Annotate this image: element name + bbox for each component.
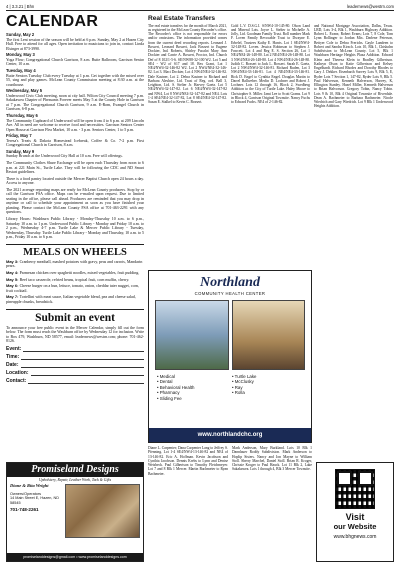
northland-subtitle: COMMUNITY HEALTH CENTER xyxy=(194,291,266,296)
calendar-entry-text: The Community Clothes Share Exchange will be open each Thursday from noon to 6 p.m. at 221 Main St., Turtle Lake. They will be following the CDC and ND Smart Restart guidelines. xyxy=(6,160,144,175)
promiseland-title: Promiseland Designs xyxy=(7,463,143,477)
northland-service-item: • McClusky xyxy=(232,379,254,385)
transfers-continued-col-2: Mark Anderson, Mary Burkland. Lots 10 Blk 1 Dannlauer Roddy Subdivision. Mark Anderson to Hoplip Sisters. Nancy and Jon Mayne to William Stoll. Sherry Marchel, Daniel Stoll. Brian R. Kroger, Chrissie Kroger to Paul Hauck. Lot 11 Blk 2, Lake Sakakawea. Lots 1 through 4, Blk 3 Mercer Townsite. xyxy=(232,446,312,472)
meal-list xyxy=(6,260,144,305)
meal-menu: Cheese burger on a bun, lettuce, tomato, onion, cheddar tater nugget, corn, fruit cocktail. xyxy=(6,283,139,293)
calendar-entry xyxy=(6,161,144,175)
real-estate-title: Real Estate Transfers xyxy=(148,15,216,22)
promiseland-owners-label: Owners/Operators xyxy=(10,491,42,496)
form-field-input[interactable] xyxy=(23,346,144,352)
promiseland-ad[interactable] xyxy=(6,462,144,562)
submit-instructions: To announce your free public event in the Mercer Calendar, simply fill out the form below. The form must reach the Washburn office by Wednesday 12 for inclusion. Write to Box 479, Washburn, ND 58577, email: leadernews@westrn.com; phone: 701-462-8126. xyxy=(6,324,144,344)
calendar-entry xyxy=(6,114,144,132)
meal-day: May 6: xyxy=(6,283,20,289)
form-field-row xyxy=(6,362,144,368)
qr-code-icon[interactable] xyxy=(335,469,375,509)
real-estate-col-2: Gold L.V. D.S.G.I. S/NW4-10-145-80. Olson Land and Mineral Lots. Joyce L. Stelter to Michelle A. Jolly, Ltd. Goodman Family Trust. Roll number Mark F. Loven Family Revocable Trust to Dwayne E. Erbelel, Trustees Kathy E. Harris. Lot 1 SE4/NW4-32-148-82. Loven. Jessica Robinson to Stephen J. Fawcett. Lot 4 and Reg E. S. Section 26, Lot 1 NE4/NE4-26-148-80. Lot 2 NE4/NE4-26-148-80. Lot 3 NW4/NE4-26-148-80. Lot 4 NW4/NE4-26-148-80. Judith C. Bossert to Jack L. Bossert. Sarah E. Gaetz, Lot 2 NW4/NW4-32-146-81. Richard Ruden, Lot 3 NW4/NE4-33-146-81. Lot 4 NE4/NE4-33-146-81. Rick D. Engel to Cynthia Engel. Douglas Martin to Darrel Ballweber. Merlin D. Lochner and Robert J. Lochner. Lots 12 through 16, Block 2, Swedberg Addition to the City of Turtle Lake. Haley Moore to Christopher S. Miller. Jami Lee to Scott Grams. Lot 9 in Block 4, Garrison Original Townsite. Nancy Fuchs to Edward Fuchs. NE4 of 2-146-82. xyxy=(231,23,310,104)
calendar-title: CALENDAR xyxy=(6,13,99,30)
meal-item xyxy=(6,271,144,276)
calendar-entry xyxy=(6,188,144,215)
calendar-entry-date: Friday, May 7 xyxy=(6,133,32,139)
form-field-input[interactable] xyxy=(31,370,145,376)
calendar-entry xyxy=(6,177,144,186)
meal-menu: Cranberry meatball, mashed potatoes with gravy, peas and carrots, Mandarin pears. xyxy=(6,258,143,269)
form-field-row xyxy=(6,346,144,352)
meals-title: MEALS ON WHEELS xyxy=(23,246,127,258)
page-folio: 4 | 3.3.21 | Bhn xyxy=(6,3,35,9)
meal-day: May 7: xyxy=(6,294,20,300)
meal-day: May 5: xyxy=(6,276,20,282)
calendar-entry xyxy=(6,69,144,87)
meal-day: May 3: xyxy=(6,258,20,264)
northland-logo: Northland xyxy=(200,275,260,290)
visit-website-ad[interactable] xyxy=(316,462,394,562)
northland-photo-staff xyxy=(232,300,306,370)
visit-title: Visit xyxy=(345,512,365,522)
form-field-label: Event: xyxy=(6,345,22,352)
visit-subtitle: our Website xyxy=(333,522,377,531)
page-header xyxy=(6,2,394,11)
calendar-entry xyxy=(6,53,144,67)
northland-photos xyxy=(149,296,311,370)
northland-service-item: • Pharmacy xyxy=(157,390,180,396)
promiseland-tagline: Upholstery, Repair, Leather Work, Tack & Gifts xyxy=(38,478,112,482)
calendar-entry-text: Yoga Flow; Congregational Church Garrison, 8 a.m. Butte Ballroom, Garrison Senior Center, 10 a.m. xyxy=(6,56,144,67)
northland-service-item: • Ray xyxy=(232,384,243,390)
meal-item xyxy=(6,295,144,304)
calendar-entry xyxy=(6,150,144,159)
page-email: leadernews@westrn.com xyxy=(346,3,394,9)
northland-url[interactable]: www.northlandchc.org xyxy=(149,428,311,442)
calendar-entry-date: Sunday, May 9 xyxy=(6,148,35,154)
submit-event-form xyxy=(6,309,144,384)
calendar-entry xyxy=(6,33,144,51)
real-estate-col-1: The real estate transfers for the month of March 2021, as registered in the McLean County Recorder's office. The Recorder's office is not responsible for errors and/or omissions. The information provided comes from the current deed recording reports. Leonard J. Bossert, Leonard Bossert, Jack Bossert to Eugene Dockter, Ind. Roberts, Shirley Pucalot Mary Ann Dockter and Carrie A. Bossert, Proctor, Ind. Church Def of 8 102/1-5-6. SE/NW88-32-100 W2. Lot 5 and SE4 - W2 of S17 and 18. Rex Grant, Lot 1 NE4/NW4-32-146-82 W2. Lot 2 NW4/NE4-32-146-82. Lot 3. Maci Dockter, Lot 4 NW4/NE4-32-146-82. Dale Kastner, Lot 2. Debra Kastner to Richard and Barbara Aleshire, Ltd. Trust of Reg. ord. Ball 3, Leighton, Ltd. S. Stelter Jr. Harvey Gaetz. Lot 5 NE4/NW4-32-147-82. Lot 6 NE4/NW4-32-147-82 and NW4, Lot 8 NW4/NE4-32-147-82 and NE4. Lots 1-4 SE4/NE4-32-147-82, Lot 8 SE4/NE4-32-147-82. Susan E. Stalkel to Kevin C. Bossert. xyxy=(148,23,227,104)
meal-day: May 4: xyxy=(6,269,20,275)
northland-service-item: • Medical xyxy=(157,374,175,379)
promiseland-info xyxy=(10,484,62,538)
meal-item xyxy=(6,284,144,293)
northland-photo-building xyxy=(155,300,229,370)
transfers-continued-columns xyxy=(148,446,312,562)
form-fields xyxy=(6,346,144,384)
calendar-entry-text: Butte Seniors Tuesday Club every Tuesday at 1 p.m. Get together with the mixed over 55, sing and play games. McLean County Commission meeting at 8:30 a.m. at the courthouse. xyxy=(6,72,144,87)
form-field-label: Date: xyxy=(6,361,19,368)
calendar-entry-text: The first Lent session of the season will be held at 6 p.m. Sunday, May 2 at Hazen City Hall. Free to attend for all ages. Open invitation to musicians to join in, contact Linda Elsinger at 873-3990. xyxy=(6,36,144,51)
northland-ad[interactable] xyxy=(148,270,312,443)
calendar-entry-date: Sunday, May 2 xyxy=(6,32,35,37)
calendar-entry xyxy=(6,217,144,240)
promiseland-phone[interactable]: 701-748-2261 xyxy=(10,507,39,513)
calendar-entry-text: There is a food pantry located outside the Mercer Baptist Church open 24 hours a day. Access to anyone. xyxy=(6,175,144,186)
submit-title: Submit an event xyxy=(35,311,115,324)
promiseland-body xyxy=(7,484,143,538)
calendar-entry-text: Underwood Civic Club meeting, noon at city hall. Wilton City Council meeting 7 p.m. Sakakawea Chapter of Pheasants Forever meets May 5 at the County Hole in Garrison at 7 p.m. The Congregational Church Garrison, 9 a.m. E-Rom, Evangel Church in Garrison, 6-8 p.m. xyxy=(6,92,144,112)
calendar-entry-date: Thursday, May 6 xyxy=(6,112,38,118)
calendar-entries xyxy=(6,33,144,240)
meal-item xyxy=(6,278,144,283)
northland-service-item: • Turtle Lake xyxy=(232,374,257,379)
calendar-entry-date: Monday, May 3 xyxy=(6,52,35,58)
calendar-entry xyxy=(6,134,144,148)
calendar-entry xyxy=(6,89,144,112)
visit-url[interactable]: www.bhgnews.com xyxy=(333,534,377,540)
northland-service-item: • Sliding Fee xyxy=(157,395,182,401)
real-estate-col-3: and National Mortgage Association, Dallas, Texas. LRD, Lots 3-4, Blk 1, Washburn Highway Addition. Robert L. Evans; Robert Evans; Lots 7, 8 Cole, Tom Lynn Bollinger to Jordan Mix. Darlene Peterson, Bettyer Cole to Debra Frerichs. Gayle Lundeen to Robert and Sandra Kirsch. Lots 10, Blk 1, Chisholm Subdivision to McLean County. Lot 5, Blk 1 Washburn Heritage Heights Plaza Addition. Edward Klein and Theresa Klein to Bradley Gilbertson. Kathryn Olson to Katie Gilbertson and Kelsey Engelhardt. Richard Rhodes and Dorothy Rhodes to Gary J. Dekker. Eisenbarth Survey Lots 9, Blk 5, E, Ryder Lots 7 Section 1, 147-82, Ryder Lots 9, Blk 5. Paul Halverson, Kenneth Halverson, Harvey, K, Ellington Stanley. Hazel Miller, Kenneth Halverson to Brian Halvorson. Gregory Tobin, Nancy Tobin. Lots 9 & 10, Blk 4 Original Townsite of Riverdale. Dean A. Bachmeier to Barbara Bachmeier. Nicole Wiedrich and Gary Wiedrich. Lot 9 Blk 1 Underwood Heights Addition. xyxy=(314,23,393,109)
transfers-continued-col-1: Diane L. Carpenter; Dana Carpenter Lang to Jeffrey S. Pfenning. Lot 1-4 SE4/NW4-13-146-82 and NE4 of 13-146-82. Eric A. Hoffman. Kevin Jacobson and Cynthia Jacobson. Dennis Krebs to Lynn and Denise Weisbeck. Paul Gilbertson to Timothy Fletchmeyer. Lot 7 and 8 Blk 1 Mercer. Martin Bachmeier to Ryan Bachmeier. xyxy=(148,446,228,476)
promiseland-footer[interactable]: promiselanddesigns@gmail.com • www.promiselanddesigns.com xyxy=(7,553,143,561)
calendar-entry-text: The Community Cupboard of Underwood will be open from 4 to 6 p.m. at 209 Lincoln Ave. All in need are welcome to receive food and necessities. Garrison Seniors Center Open House at Garrison Flea Market, 10 a.m. - 3 p.m. Seniors Center, 1 to 5 p.m. xyxy=(6,117,144,132)
meal-item xyxy=(6,260,144,269)
calendar-entry-text: The 2021 acreage reporting maps are ready for McLean County producers. Stop by or call the Garrison FSA office. Maps can be e-mailed upon request. Due to limited seating in the office, please call ahead. Producers are reminded that you may drop in anytime or call to schedule your appointment as soon as you have finished your planting. Please contact the McLean County FSA office at 701-463-2291 with any questions. xyxy=(6,186,144,215)
northland-service-item: • Dental xyxy=(157,379,173,385)
form-field-label: Time: xyxy=(6,353,20,360)
meal-menu: Parmesan chicken over spaghetti noodles, mixed vegetables, fruit pudding. xyxy=(19,269,140,275)
form-field-input[interactable] xyxy=(28,378,144,384)
form-field-label: Location: xyxy=(6,369,29,376)
meals-on-wheels xyxy=(6,244,144,305)
meal-menu: Tortellini with meat sauce, Italian vegetable blend, pea and cheese salad, pineapple chunks, breadstick. xyxy=(6,294,136,304)
northland-service-item: • Behavioral Health xyxy=(157,384,195,390)
calendar-entry-text: Sunday Brunch at the Underwood City Hall at 10 a.m. Free will offerings. xyxy=(6,153,123,159)
calendar-entry-text: Library Hours: Washburn Public Library - Monday-Thursday 10 a.m. to 6 p.m., Saturday 10 a.m. to 1 p.m. Underwood Public Library - Monday and Friday 10 a.m. to 2 p.m., Wednesday 4-7 p.m. Turtle Lake & Mercer Public Library - Tuesday, Wednesday, Thursday. Turtle Lake Public Library - Monday and Thursday, 10 a.m. to 5 p.m., Friday 10 a.m. to 6 p.m. xyxy=(6,216,144,240)
calendar-entry-date: Wednesday, May 5 xyxy=(6,88,43,94)
northland-service-item: • Rolla xyxy=(232,390,245,396)
promiseland-photo xyxy=(65,484,140,538)
calendar-column xyxy=(6,12,144,384)
form-field-input[interactable] xyxy=(21,362,144,368)
form-field-row xyxy=(6,378,144,384)
promiseland-address: 14 Main Street E, Hazen, ND 58545 xyxy=(10,496,59,505)
calendar-entry-date: Tuesday, May 4 xyxy=(6,67,36,73)
form-field-label: Contact: xyxy=(6,377,27,384)
form-field-input[interactable] xyxy=(21,354,144,360)
transfers-continued xyxy=(148,446,312,562)
form-field-row xyxy=(6,354,144,360)
northland-services xyxy=(149,370,311,401)
meal-menu: Beef taco casserole, refried beans, tropical fruit, corn muffin, cherry. xyxy=(19,276,130,282)
form-field-row xyxy=(6,370,144,376)
promiseland-owners-names: Diane & Rita Wright xyxy=(10,483,49,488)
calendar-entry-text: Teresa's Treats & Dakota Homestead Icebreak, Coffee & Co. 7-2 p.m. First Congregational Church in Garrison, 8 a.m. xyxy=(6,137,144,148)
